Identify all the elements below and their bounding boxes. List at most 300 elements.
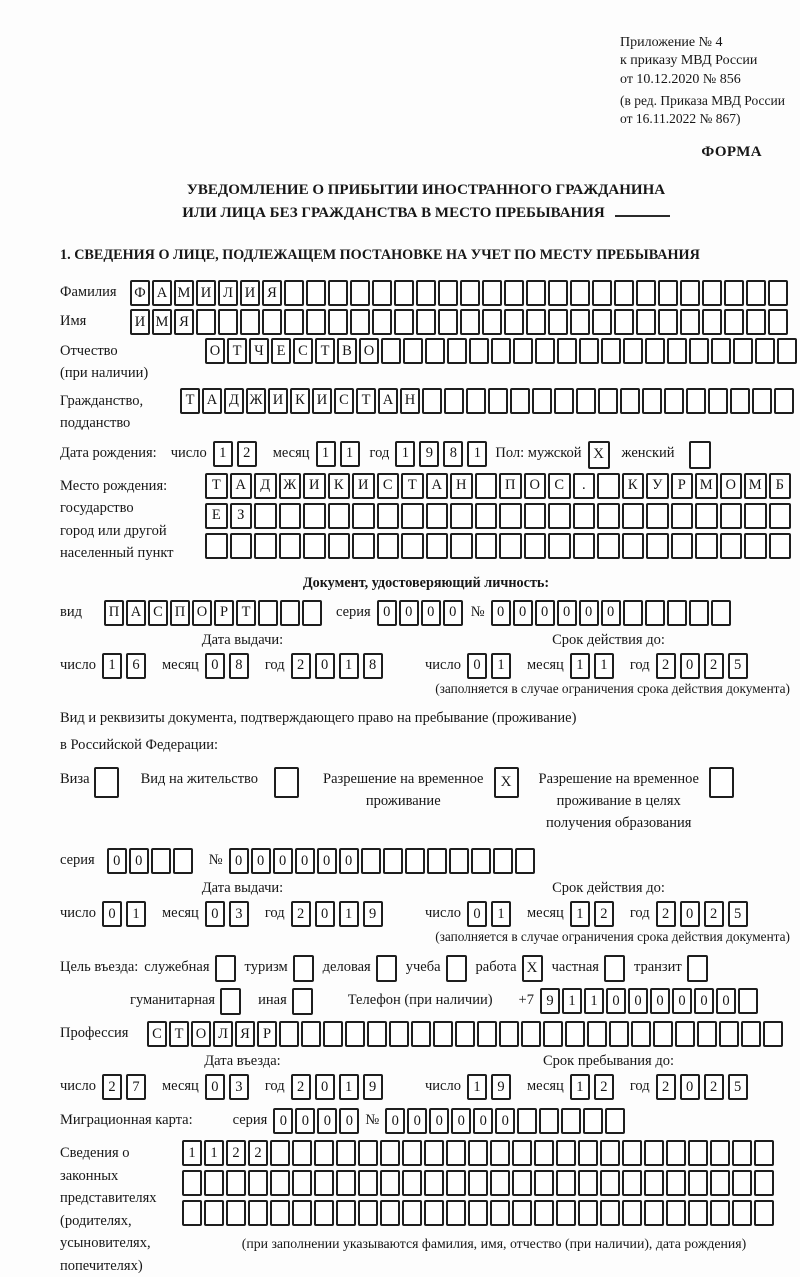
char-cell[interactable] [644,1200,664,1226]
char-cell[interactable]: 2 [291,1074,311,1100]
char-cell[interactable] [570,280,590,306]
char-cell[interactable]: 0 [205,1074,225,1100]
char-cell[interactable]: С [548,473,571,499]
char-cell[interactable]: 0 [628,988,648,1014]
char-cell[interactable] [306,280,326,306]
char-cell[interactable]: К [290,388,310,414]
char-cell[interactable] [460,280,480,306]
char-cell[interactable]: 5 [728,1074,748,1100]
char-cell[interactable]: 0 [385,1108,405,1134]
char-cell[interactable]: И [303,473,326,499]
char-cell[interactable]: 0 [535,600,555,626]
char-cell[interactable] [521,1021,541,1047]
char-cell[interactable]: 8 [443,441,463,467]
char-cell[interactable] [666,1200,686,1226]
char-cell[interactable] [447,338,467,364]
char-cell[interactable] [303,533,326,559]
char-cell[interactable]: 8 [229,653,249,679]
char-cell[interactable] [446,1170,466,1196]
char-cell[interactable] [554,388,574,414]
char-cell[interactable] [279,533,302,559]
char-cell[interactable] [425,338,445,364]
char-cell[interactable] [573,533,596,559]
char-cell[interactable] [686,388,706,414]
char-cell[interactable] [666,1170,686,1196]
char-cell[interactable] [688,1170,708,1196]
char-cell[interactable]: К [622,473,645,499]
char-cell[interactable]: М [695,473,718,499]
char-cell[interactable]: 0 [129,848,149,874]
char-cell[interactable] [609,1021,629,1047]
char-cell[interactable]: 1 [570,653,590,679]
char-cell[interactable] [438,309,458,335]
char-cell[interactable] [556,1170,576,1196]
char-cell[interactable] [411,1021,431,1047]
char-cell[interactable] [323,1021,343,1047]
char-cell[interactable] [438,280,458,306]
char-cell[interactable] [710,1200,730,1226]
char-cell[interactable]: Л [218,280,238,306]
char-cell[interactable] [754,1140,774,1166]
char-cell[interactable]: 1 [395,441,415,467]
char-cell[interactable]: И [352,473,375,499]
char-cell[interactable] [372,280,392,306]
char-cell[interactable]: 0 [295,1108,315,1134]
char-cell[interactable] [218,309,238,335]
char-cell[interactable] [394,309,414,335]
char-cell[interactable]: О [191,1021,211,1047]
char-cell[interactable] [697,1021,717,1047]
char-cell[interactable] [667,600,687,626]
residence-permit-checkbox[interactable] [274,767,299,798]
char-cell[interactable] [720,533,743,559]
humanitarian-checkbox[interactable] [220,988,241,1015]
char-cell[interactable]: 0 [467,901,487,927]
char-cell[interactable] [646,533,669,559]
char-cell[interactable]: 0 [491,600,511,626]
char-cell[interactable] [769,503,792,529]
char-cell[interactable] [601,338,621,364]
char-cell[interactable]: 2 [102,1074,122,1100]
char-cell[interactable] [539,1108,559,1134]
char-cell[interactable] [741,1021,761,1047]
char-cell[interactable] [534,1200,554,1226]
char-cell[interactable]: 0 [205,901,225,927]
char-cell[interactable] [328,503,351,529]
char-cell[interactable] [711,600,731,626]
char-cell[interactable]: Н [400,388,420,414]
char-cell[interactable]: А [426,473,449,499]
char-cell[interactable] [475,473,498,499]
char-cell[interactable] [358,1170,378,1196]
char-cell[interactable]: 1 [594,653,614,679]
char-cell[interactable] [424,1200,444,1226]
char-cell[interactable] [732,1170,752,1196]
char-cell[interactable] [732,1200,752,1226]
char-cell[interactable] [664,388,684,414]
char-cell[interactable]: 2 [656,901,676,927]
char-cell[interactable] [517,1108,537,1134]
char-cell[interactable] [504,309,524,335]
char-cell[interactable] [270,1200,290,1226]
char-cell[interactable] [565,1021,585,1047]
char-cell[interactable] [710,1170,730,1196]
char-cell[interactable] [708,388,728,414]
char-cell[interactable] [328,309,348,335]
char-cell[interactable]: 0 [473,1108,493,1134]
char-cell[interactable]: 2 [656,1074,676,1100]
char-cell[interactable]: 0 [339,848,359,874]
char-cell[interactable] [469,338,489,364]
char-cell[interactable]: 3 [229,1074,249,1100]
char-cell[interactable] [402,1170,422,1196]
char-cell[interactable] [446,1200,466,1226]
char-cell[interactable] [605,1108,625,1134]
char-cell[interactable] [499,1021,519,1047]
char-cell[interactable] [535,338,555,364]
char-cell[interactable] [645,338,665,364]
char-cell[interactable] [482,280,502,306]
char-cell[interactable] [512,1200,532,1226]
char-cell[interactable] [306,309,326,335]
char-cell[interactable] [493,848,513,874]
char-cell[interactable] [482,309,502,335]
char-cell[interactable]: Р [257,1021,277,1047]
char-cell[interactable] [446,1140,466,1166]
char-cell[interactable] [680,280,700,306]
char-cell[interactable] [732,1140,752,1166]
char-cell[interactable] [377,503,400,529]
char-cell[interactable] [280,600,300,626]
commercial-checkbox[interactable] [376,955,397,982]
char-cell[interactable] [658,280,678,306]
char-cell[interactable] [623,338,643,364]
char-cell[interactable] [646,503,669,529]
char-cell[interactable]: У [646,473,669,499]
char-cell[interactable]: Я [174,309,194,335]
char-cell[interactable]: 1 [182,1140,202,1166]
char-cell[interactable] [471,848,491,874]
char-cell[interactable] [752,388,772,414]
char-cell[interactable]: 2 [291,653,311,679]
char-cell[interactable] [427,848,447,874]
char-cell[interactable]: А [230,473,253,499]
char-cell[interactable]: З [230,503,253,529]
char-cell[interactable] [642,388,662,414]
char-cell[interactable]: 0 [399,600,419,626]
char-cell[interactable] [744,533,767,559]
char-cell[interactable]: 1 [584,988,604,1014]
char-cell[interactable]: 0 [443,600,463,626]
char-cell[interactable] [455,1021,475,1047]
char-cell[interactable] [450,503,473,529]
char-cell[interactable] [755,338,775,364]
char-cell[interactable]: 2 [594,901,614,927]
char-cell[interactable]: Е [205,503,228,529]
char-cell[interactable]: 9 [419,441,439,467]
char-cell[interactable]: С [377,473,400,499]
char-cell[interactable] [358,1140,378,1166]
char-cell[interactable]: С [334,388,354,414]
char-cell[interactable] [512,1170,532,1196]
char-cell[interactable] [777,338,797,364]
char-cell[interactable]: 1 [213,441,233,467]
char-cell[interactable] [653,1021,673,1047]
char-cell[interactable]: 1 [491,653,511,679]
char-cell[interactable] [592,280,612,306]
char-cell[interactable] [570,309,590,335]
char-cell[interactable] [675,1021,695,1047]
char-cell[interactable] [477,1021,497,1047]
male-checkbox[interactable]: X [588,441,610,469]
char-cell[interactable]: 0 [467,653,487,679]
char-cell[interactable] [204,1200,224,1226]
char-cell[interactable]: 2 [704,653,724,679]
char-cell[interactable] [262,309,282,335]
char-cell[interactable] [504,280,524,306]
char-cell[interactable]: . [573,473,596,499]
char-cell[interactable] [196,309,216,335]
char-cell[interactable] [724,280,744,306]
char-cell[interactable] [600,1170,620,1196]
char-cell[interactable]: К [328,473,351,499]
char-cell[interactable] [301,1021,321,1047]
char-cell[interactable]: 0 [451,1108,471,1134]
char-cell[interactable] [557,338,577,364]
char-cell[interactable] [631,1021,651,1047]
business-checkbox[interactable] [215,955,236,982]
char-cell[interactable]: 0 [317,848,337,874]
char-cell[interactable] [644,1140,664,1166]
char-cell[interactable]: 0 [716,988,736,1014]
char-cell[interactable] [768,280,788,306]
char-cell[interactable]: Я [235,1021,255,1047]
char-cell[interactable]: 0 [513,600,533,626]
char-cell[interactable] [738,988,758,1014]
char-cell[interactable] [524,533,547,559]
char-cell[interactable] [578,1200,598,1226]
char-cell[interactable]: А [152,280,172,306]
char-cell[interactable] [450,533,473,559]
char-cell[interactable]: И [268,388,288,414]
char-cell[interactable] [444,388,464,414]
char-cell[interactable] [352,533,375,559]
char-cell[interactable]: Т [227,338,247,364]
char-cell[interactable]: 1 [467,441,487,467]
char-cell[interactable] [724,309,744,335]
char-cell[interactable] [578,1140,598,1166]
char-cell[interactable]: 0 [229,848,249,874]
char-cell[interactable]: 5 [728,653,748,679]
study-checkbox[interactable] [446,955,467,982]
char-cell[interactable] [292,1200,312,1226]
char-cell[interactable]: Т [180,388,200,414]
char-cell[interactable] [556,1140,576,1166]
char-cell[interactable]: П [170,600,190,626]
char-cell[interactable] [292,1140,312,1166]
char-cell[interactable] [491,338,511,364]
char-cell[interactable] [556,1200,576,1226]
char-cell[interactable]: 2 [248,1140,268,1166]
char-cell[interactable] [383,848,403,874]
char-cell[interactable] [671,503,694,529]
char-cell[interactable]: 1 [491,901,511,927]
char-cell[interactable]: 2 [594,1074,614,1100]
char-cell[interactable] [314,1170,334,1196]
char-cell[interactable] [449,848,469,874]
char-cell[interactable] [645,600,665,626]
char-cell[interactable] [746,309,766,335]
char-cell[interactable] [543,1021,563,1047]
char-cell[interactable] [579,338,599,364]
char-cell[interactable]: И [130,309,150,335]
char-cell[interactable]: Д [224,388,244,414]
char-cell[interactable]: 0 [107,848,127,874]
char-cell[interactable] [666,1140,686,1166]
char-cell[interactable]: 0 [317,1108,337,1134]
char-cell[interactable] [270,1170,290,1196]
char-cell[interactable] [377,533,400,559]
char-cell[interactable]: 8 [363,653,383,679]
char-cell[interactable]: О [192,600,212,626]
char-cell[interactable] [303,503,326,529]
char-cell[interactable] [695,503,718,529]
temp-residence-education-checkbox[interactable] [709,767,734,798]
char-cell[interactable] [548,280,568,306]
char-cell[interactable] [510,388,530,414]
char-cell[interactable]: Т [401,473,424,499]
char-cell[interactable]: Я [262,280,282,306]
char-cell[interactable] [702,309,722,335]
char-cell[interactable]: 3 [229,901,249,927]
char-cell[interactable]: 1 [562,988,582,1014]
char-cell[interactable]: Т [205,473,228,499]
char-cell[interactable] [623,600,643,626]
char-cell[interactable]: Т [315,338,335,364]
char-cell[interactable]: 1 [339,901,359,927]
char-cell[interactable] [583,1108,603,1134]
char-cell[interactable] [600,1200,620,1226]
char-cell[interactable]: П [499,473,522,499]
temp-residence-checkbox[interactable]: X [494,767,519,798]
char-cell[interactable] [774,388,794,414]
char-cell[interactable] [352,503,375,529]
char-cell[interactable] [240,309,260,335]
char-cell[interactable]: 0 [680,653,700,679]
char-cell[interactable] [622,1200,642,1226]
char-cell[interactable] [711,338,731,364]
char-cell[interactable]: 0 [377,600,397,626]
char-cell[interactable] [270,1140,290,1166]
char-cell[interactable] [490,1140,510,1166]
char-cell[interactable] [526,309,546,335]
char-cell[interactable] [488,388,508,414]
char-cell[interactable] [380,1140,400,1166]
char-cell[interactable]: В [337,338,357,364]
char-cell[interactable] [248,1170,268,1196]
char-cell[interactable] [350,309,370,335]
char-cell[interactable]: 5 [728,901,748,927]
char-cell[interactable] [636,309,656,335]
char-cell[interactable] [695,533,718,559]
char-cell[interactable] [754,1170,774,1196]
char-cell[interactable]: 2 [704,1074,724,1100]
char-cell[interactable]: 1 [467,1074,487,1100]
char-cell[interactable] [475,533,498,559]
char-cell[interactable] [358,1200,378,1226]
char-cell[interactable]: М [744,473,767,499]
tourism-checkbox[interactable] [293,955,314,982]
char-cell[interactable] [592,309,612,335]
char-cell[interactable] [336,1200,356,1226]
char-cell[interactable]: 7 [126,1074,146,1100]
char-cell[interactable]: Н [450,473,473,499]
char-cell[interactable]: 0 [315,1074,335,1100]
char-cell[interactable] [424,1170,444,1196]
char-cell[interactable]: 9 [363,901,383,927]
work-checkbox[interactable]: X [522,955,543,982]
char-cell[interactable] [345,1021,365,1047]
char-cell[interactable]: 1 [339,653,359,679]
char-cell[interactable]: 0 [606,988,626,1014]
char-cell[interactable]: 0 [429,1108,449,1134]
char-cell[interactable]: 0 [315,901,335,927]
char-cell[interactable] [350,280,370,306]
char-cell[interactable]: 0 [557,600,577,626]
char-cell[interactable]: 0 [205,653,225,679]
visa-checkbox[interactable] [94,767,119,798]
char-cell[interactable] [230,533,253,559]
char-cell[interactable]: 1 [102,653,122,679]
char-cell[interactable]: Е [271,338,291,364]
char-cell[interactable]: 1 [570,1074,590,1100]
char-cell[interactable] [279,503,302,529]
char-cell[interactable] [597,503,620,529]
char-cell[interactable] [573,503,596,529]
char-cell[interactable] [532,388,552,414]
char-cell[interactable] [702,280,722,306]
char-cell[interactable]: 0 [680,901,700,927]
char-cell[interactable] [622,1140,642,1166]
char-cell[interactable]: А [378,388,398,414]
char-cell[interactable]: Ф [130,280,150,306]
char-cell[interactable] [314,1140,334,1166]
char-cell[interactable] [426,503,449,529]
char-cell[interactable]: 0 [694,988,714,1014]
char-cell[interactable] [499,533,522,559]
char-cell[interactable]: А [126,600,146,626]
char-cell[interactable] [284,280,304,306]
char-cell[interactable]: 0 [315,653,335,679]
char-cell[interactable] [658,309,678,335]
char-cell[interactable] [620,388,640,414]
char-cell[interactable] [284,309,304,335]
char-cell[interactable] [614,280,634,306]
char-cell[interactable] [258,600,278,626]
char-cell[interactable]: 0 [251,848,271,874]
char-cell[interactable] [254,533,277,559]
char-cell[interactable]: 1 [126,901,146,927]
char-cell[interactable]: 0 [273,848,293,874]
char-cell[interactable] [763,1021,783,1047]
char-cell[interactable] [402,1200,422,1226]
char-cell[interactable]: С [147,1021,167,1047]
char-cell[interactable] [433,1021,453,1047]
char-cell[interactable]: И [312,388,332,414]
char-cell[interactable]: М [152,309,172,335]
char-cell[interactable] [733,338,753,364]
char-cell[interactable]: Ж [246,388,266,414]
